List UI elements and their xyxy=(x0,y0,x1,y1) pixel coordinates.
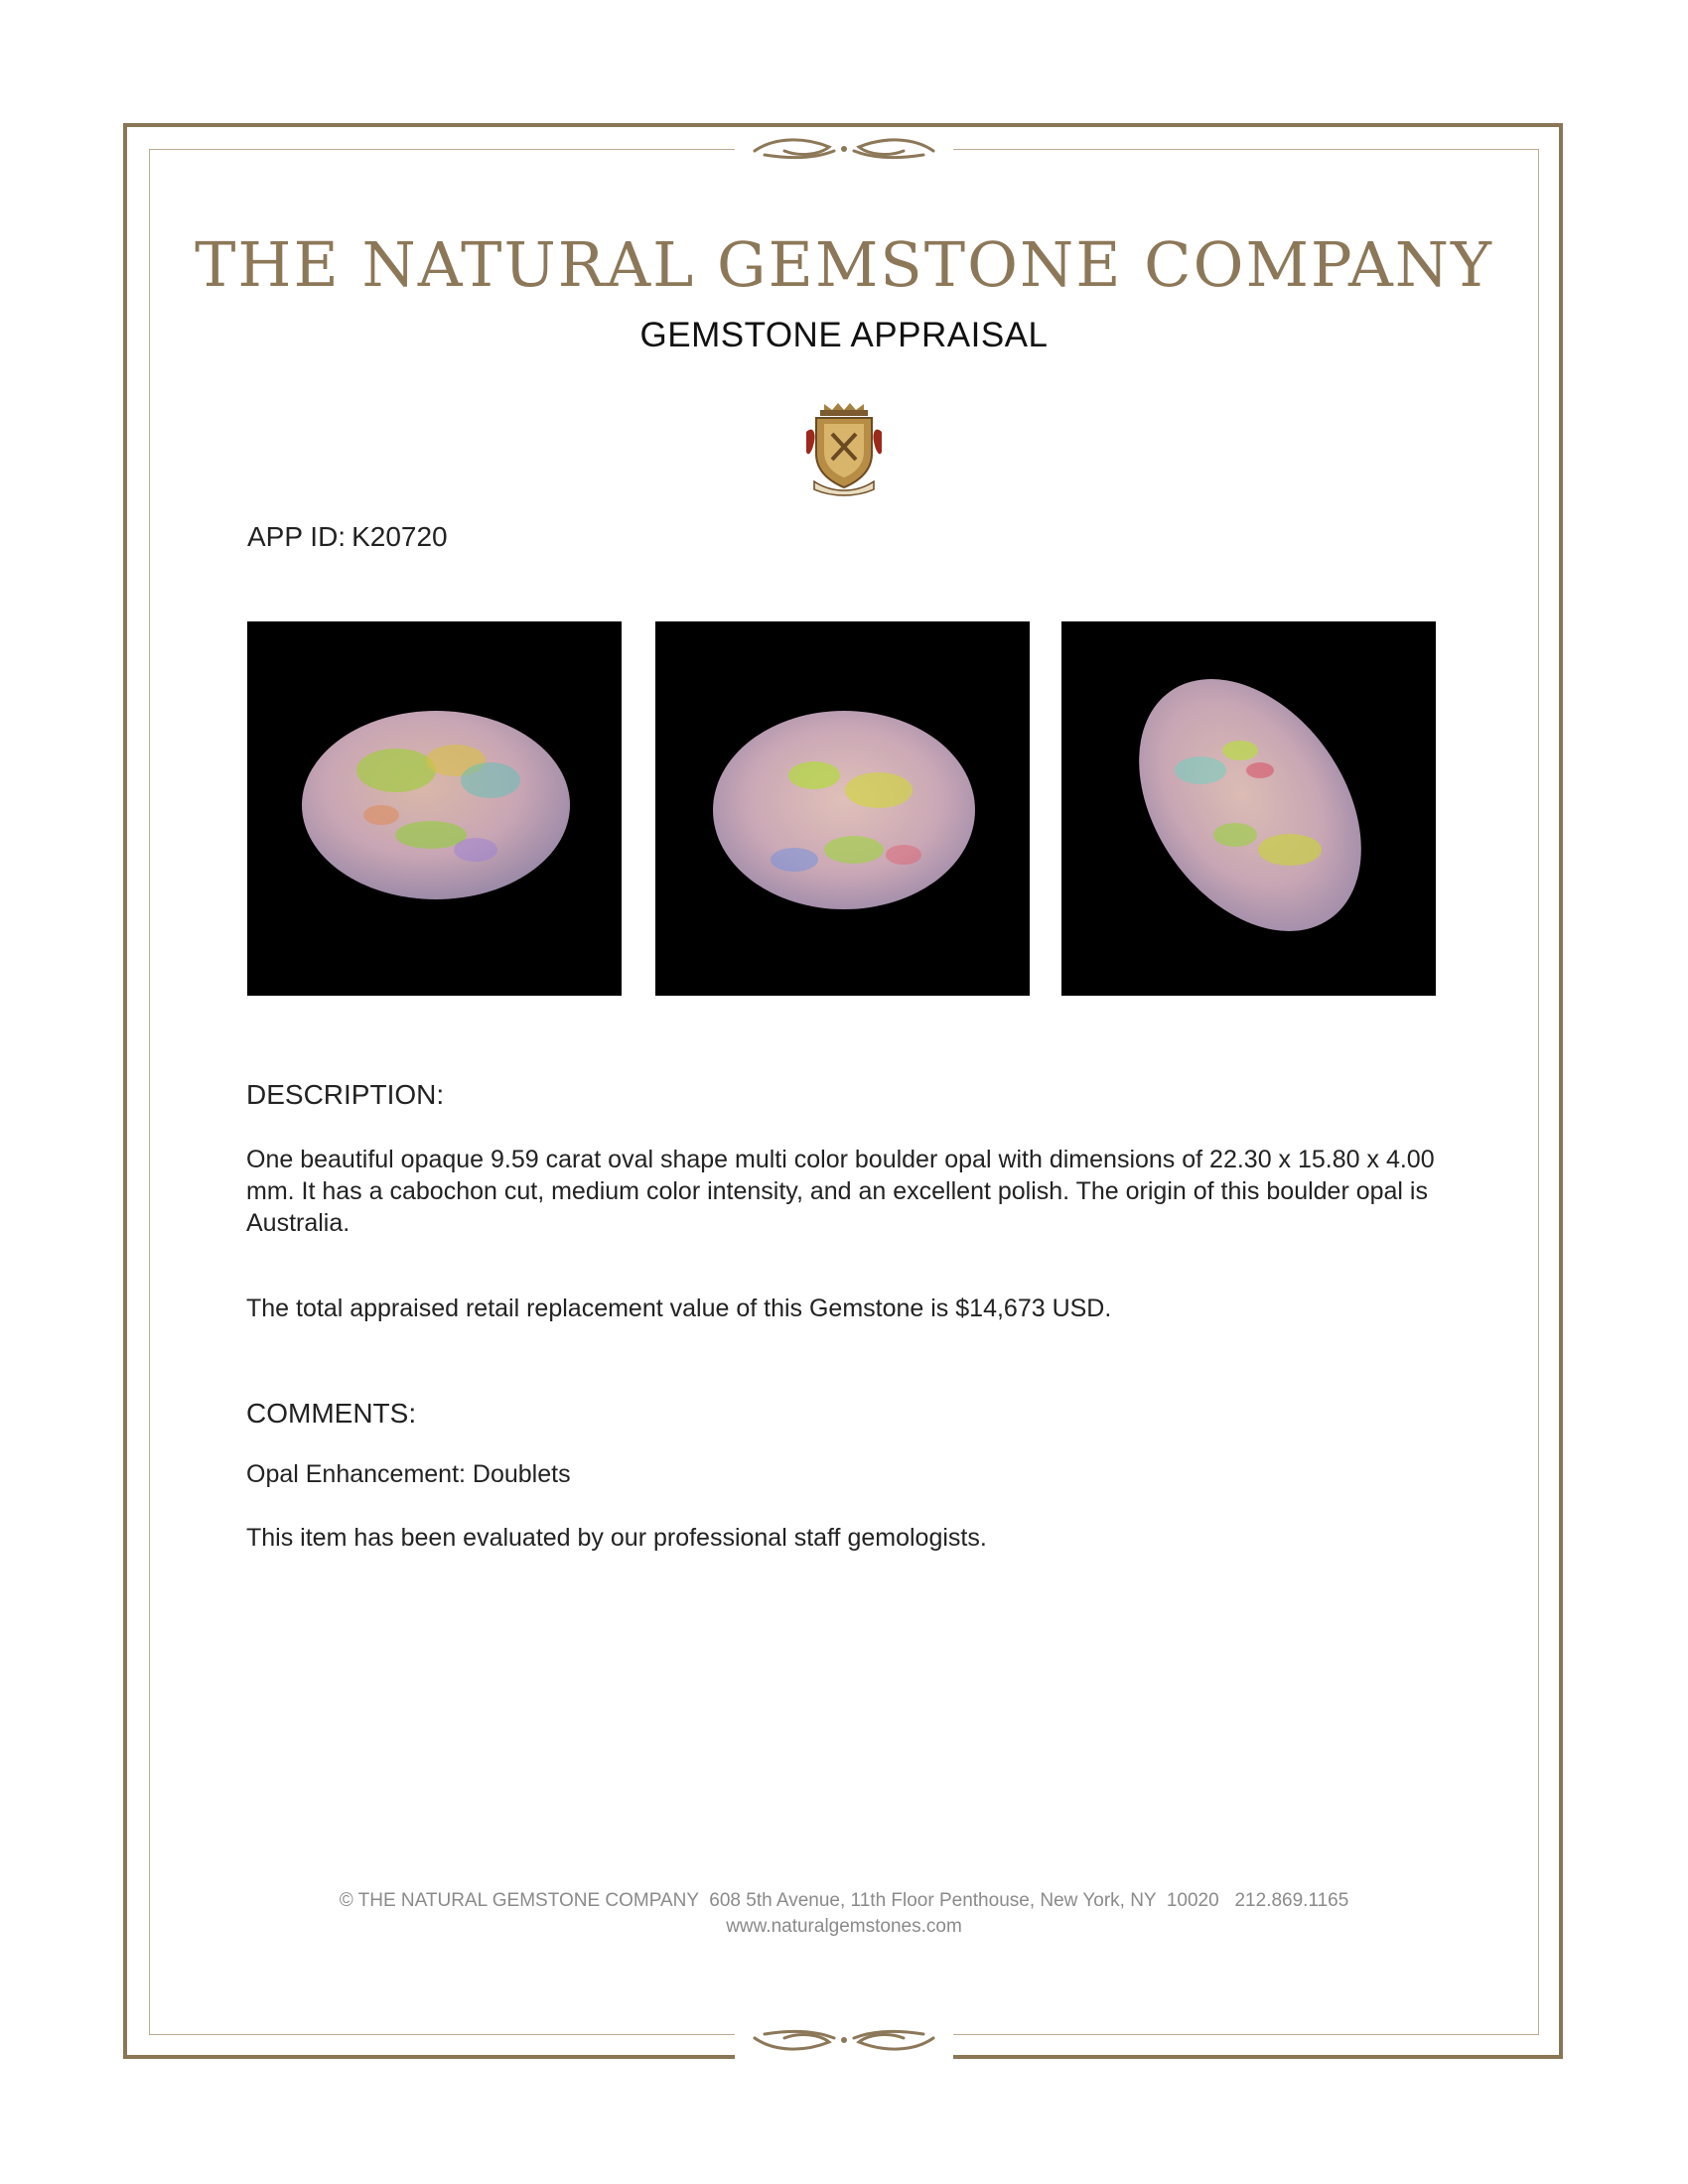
comments-heading: COMMENTS: xyxy=(246,1398,417,1429)
evaluation-text: This item has been evaluated by our professional staff gemologists. xyxy=(246,1524,987,1552)
app-id xyxy=(247,521,454,553)
gemstone-photo-side xyxy=(1061,621,1436,996)
footer-website: www.naturalgemstones.com xyxy=(726,1916,962,1937)
app-id-label: APP ID: xyxy=(247,521,347,552)
description-text: One beautiful opaque 9.59 carat oval shape multi color boulder opal with dimensions of 22.30 x 15.80 x 4.00 mm. It has a cabochon cut, medium color intensity, and an excellent polish. The origin of this boulder opal is Australia. xyxy=(246,1146,1435,1237)
footer-address: © THE NATURAL GEMSTONE COMPANY 608 5th Avenue, 11th Floor Penthouse, New York, NY 10020 212.869.1165 xyxy=(339,1890,1349,1911)
footer xyxy=(0,1888,1688,1940)
top-ornament-icon xyxy=(735,129,953,169)
enhancement-text: Opal Enhancement: Doublets xyxy=(246,1460,571,1488)
gemstone-photo-angle xyxy=(655,621,1030,996)
description-heading: DESCRIPTION: xyxy=(246,1079,445,1110)
app-id-value: K20720 xyxy=(352,521,448,552)
crest-logo-icon xyxy=(802,402,886,496)
company-name: THE NATURAL GEMSTONE COMPANY xyxy=(195,228,1493,301)
document-title: GEMSTONE APPRAISAL xyxy=(639,316,1049,354)
gemstone-photo-front xyxy=(247,621,622,996)
appraised-value-statement: The total appraised retail replacement value of this Gemstone is $14,673 USD. xyxy=(246,1295,1112,1322)
bottom-ornament-icon xyxy=(735,2020,953,2060)
